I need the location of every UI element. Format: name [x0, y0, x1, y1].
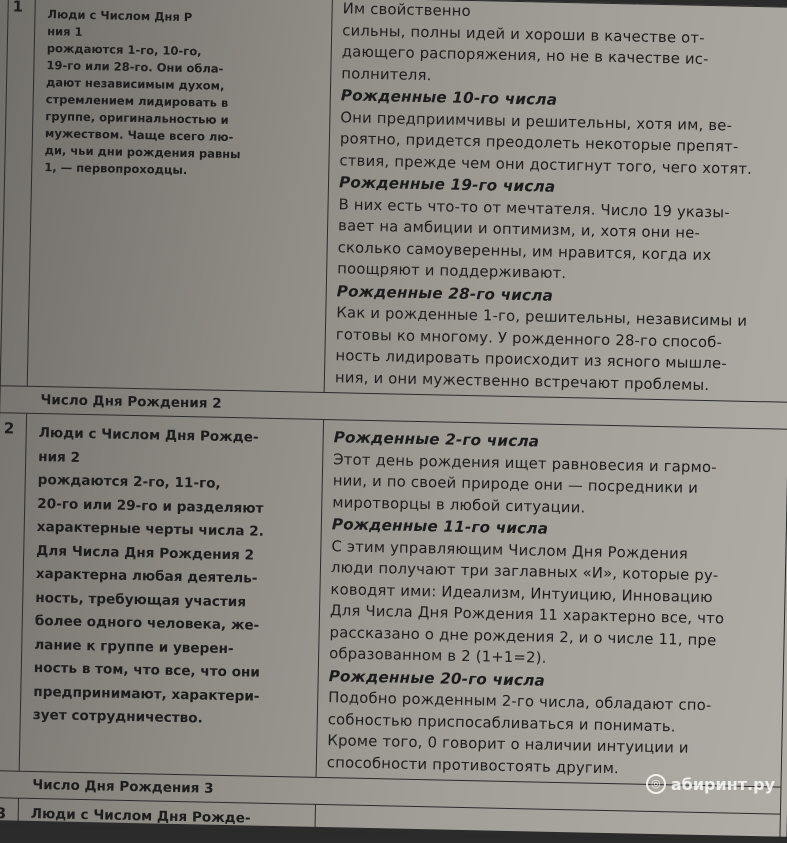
text-line: образованном в 2 (1+1=2). [329, 643, 775, 674]
row-description [19, 413, 323, 777]
text-line: готовы ко многому. У рожденного 28-го способ- [336, 324, 782, 355]
text-line: Как и рожденные 1-го, решительны, независимы и [336, 302, 782, 333]
text-line: дающего распоряжения, но не в качестве ис- [342, 41, 787, 72]
text-line: Для Числа Дня Рождения 2 [36, 540, 308, 569]
text-line: Люди с Числом Дня Рожде- [38, 422, 310, 451]
text-line: группе, оригинальностью и [45, 108, 317, 131]
text-line: ния 1 [47, 23, 319, 46]
text-line: В них есть что-то от мечтателя. Число 19 указы- [338, 194, 784, 225]
text-line: Для Числа Дня Рождения 11 характерно все, что [330, 600, 776, 631]
labyrinth-logo-icon: ◎ [646, 774, 666, 794]
subheading: Рожденные 11-го числа [332, 514, 778, 545]
text-line: Кроме того, 0 говорит о наличии интуиции и [327, 730, 773, 761]
text-line: сколько самоуверенны, им нравится, когда их [337, 237, 783, 268]
text-line: способности противостоять другим. [327, 752, 773, 783]
text-line: Люди с Числом Дня Р [47, 6, 319, 29]
text-line: люди получают три заглавных «И», которые ру- [331, 557, 777, 588]
text-line: вает на амбиции и оптимизм, и, хотя они не- [338, 215, 784, 246]
text-line: предпринимают, характери- [33, 680, 305, 709]
text-line: дают независимым духом, [46, 74, 318, 97]
text-line: 19-го или 28-го. Они обла- [46, 57, 318, 80]
text-line: сильны, полны идей и хороши в качестве от- [342, 20, 787, 51]
text-line: ствия, прежде чем они достигнут того, чего хотят. [339, 150, 785, 181]
text-line: ность лидировать происходит из ясного мышле- [335, 345, 781, 376]
text-line: Подобно рожденным 2-го числа, обладают спо- [328, 687, 774, 718]
subheading: Рожденные 19-го числа [339, 172, 785, 203]
text-line: ководят ими: Идеализм, Интуицию, Инновацию [330, 579, 776, 610]
row-number: 1 [0, 0, 35, 386]
text-line: собностью приспосабливаться и понимать. [328, 709, 774, 740]
text-line: полнителя. [341, 63, 787, 94]
row-number: 3 [0, 798, 19, 827]
text-line: Люди с Числом Дня Рожде- [31, 803, 303, 832]
row-description [18, 798, 316, 832]
text-line: рождаются 1-го, 10-го, [47, 40, 319, 63]
text-line: 20-го или 29-го и разделяют [37, 493, 309, 522]
text-line: мужеством. Чаще всего лю- [45, 125, 317, 148]
text-line: миротворцы в любой ситуации. [332, 492, 778, 523]
text-line: Они предприимчивы и решительны, хотя им, ве- [340, 107, 786, 138]
text-line: Этот день рождения ищет равновесия и гармо- [333, 449, 779, 480]
row-details [316, 419, 787, 787]
text-line: стремлением лидировать в [46, 91, 318, 114]
section-title: Число Дня Рождения 2 [0, 386, 787, 430]
text-line: роятно, придется преодолеть некоторые препят- [340, 128, 786, 159]
text-line: ди, чьи дни рождения равны [44, 142, 316, 165]
text-line: 1, — первопроходцы. [44, 159, 316, 182]
text-line: ния, и они мужественно встречают проблемы. [335, 367, 781, 398]
row-description [27, 0, 332, 393]
text-line: ния 2 [38, 446, 310, 475]
watermark [646, 774, 775, 794]
subheading: Рожденные 2-го числа [333, 427, 779, 458]
text-line: ность, требующая участия [35, 587, 307, 616]
row-details [324, 0, 787, 402]
section-title: Число Дня Рождения 3 [0, 771, 781, 815]
text-line: поощряют и поддерживают. [337, 258, 783, 289]
text-line: ность в том, что все, что они [34, 657, 306, 686]
text-line: Им свойственно [342, 0, 787, 29]
text-line: рассказано о дне рождения 2, и о числе 11, пре [329, 622, 775, 653]
text-line: более одного человека, же- [35, 610, 307, 639]
text-line: характерные черты числа 2. [37, 516, 309, 545]
text-line: С этим управляющим Числом Дня Рождения [331, 536, 777, 567]
table-row [0, 0, 787, 402]
subheading: Рожденные 10-го числа [341, 85, 787, 116]
subheading: Рожденные 20-го числа [328, 666, 774, 697]
table-row [0, 413, 787, 787]
text-line: зует сотрудничество. [33, 704, 305, 733]
text-line: рождаются 2-го, 11-го, [37, 469, 309, 498]
row-number: 2 [0, 413, 27, 771]
watermark-text: абиринт.ру [671, 775, 775, 794]
text-line: лание к группе и уверен- [34, 633, 306, 662]
text-line: нии, и по своей природе они — посредники и [333, 470, 779, 501]
subheading: Рожденные 28-го числа [337, 281, 783, 312]
text-line: характерна любая деятель- [36, 563, 308, 592]
